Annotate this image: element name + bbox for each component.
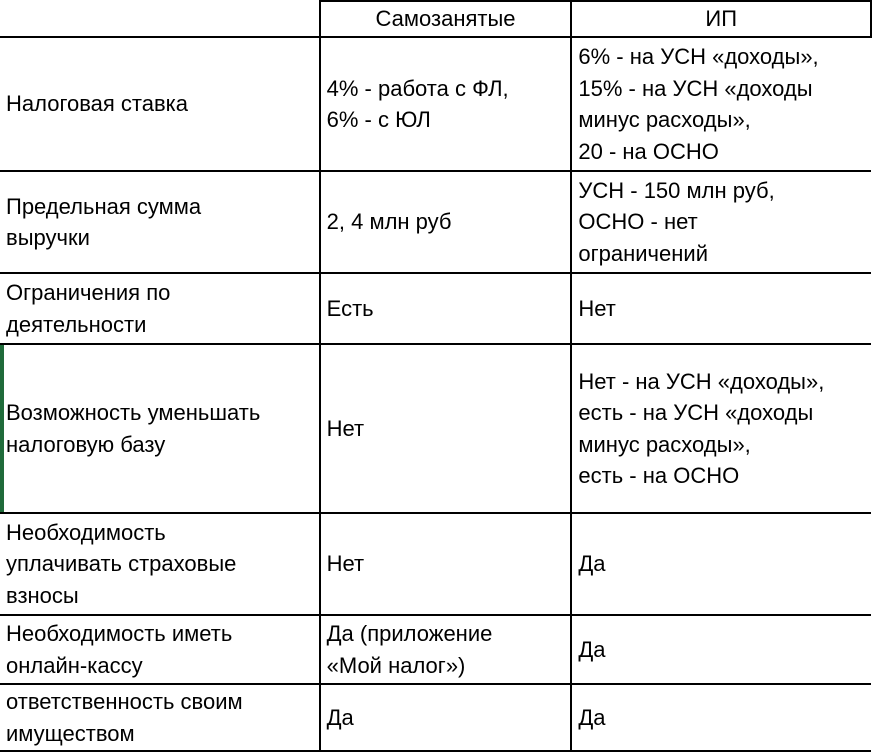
self-employed-cell: 2, 4 млн руб bbox=[320, 171, 572, 273]
self-employed-cell: Есть bbox=[320, 273, 572, 344]
ip-cell: Нет bbox=[571, 273, 871, 344]
criterion-cell: Ограничения по деятельности bbox=[0, 273, 320, 344]
table-row bbox=[0, 513, 871, 615]
self-employed-cell: Нет bbox=[320, 344, 572, 513]
self-employed-cell: Да (приложение «Мой налог») bbox=[320, 615, 572, 684]
self-employed-cell: Да bbox=[320, 684, 572, 751]
table-row bbox=[0, 171, 871, 273]
table-row bbox=[0, 344, 871, 513]
header-ip: ИП bbox=[571, 1, 871, 37]
table-row bbox=[0, 684, 871, 751]
criterion-cell: Предельная сумма выручки bbox=[0, 171, 320, 273]
criterion-cell: ответственность своим имуществом bbox=[0, 684, 320, 751]
ip-cell: Нет - на УСН «доходы», есть - на УСН «доходы минус расходы», есть - на ОСНО bbox=[571, 344, 871, 513]
header-empty-cell bbox=[0, 1, 320, 37]
ip-cell: Да bbox=[571, 684, 871, 751]
ip-cell: Да bbox=[571, 615, 871, 684]
ip-cell: УСН - 150 млн руб, ОСНО - нет ограничений bbox=[571, 171, 871, 273]
criterion-cell: Возможность уменьшать налоговую базу bbox=[0, 344, 320, 513]
header-row bbox=[0, 1, 871, 37]
table-row bbox=[0, 615, 871, 684]
self-employed-cell: Нет bbox=[320, 513, 572, 615]
criterion-cell: Необходимость уплачивать страховые взносы bbox=[0, 513, 320, 615]
criterion-cell: Налоговая ставка bbox=[0, 37, 320, 171]
self-employed-cell: 4% - работа с ФЛ, 6% - с ЮЛ bbox=[320, 37, 572, 171]
table-row bbox=[0, 273, 871, 344]
ip-cell: Да bbox=[571, 513, 871, 615]
table-row bbox=[0, 37, 871, 171]
ip-cell: 6% - на УСН «доходы», 15% - на УСН «доходы минус расходы», 20 - на ОСНО bbox=[571, 37, 871, 171]
criterion-cell: Необходимость иметь онлайн-кассу bbox=[0, 615, 320, 684]
header-self-employed: Самозанятые bbox=[320, 1, 572, 37]
